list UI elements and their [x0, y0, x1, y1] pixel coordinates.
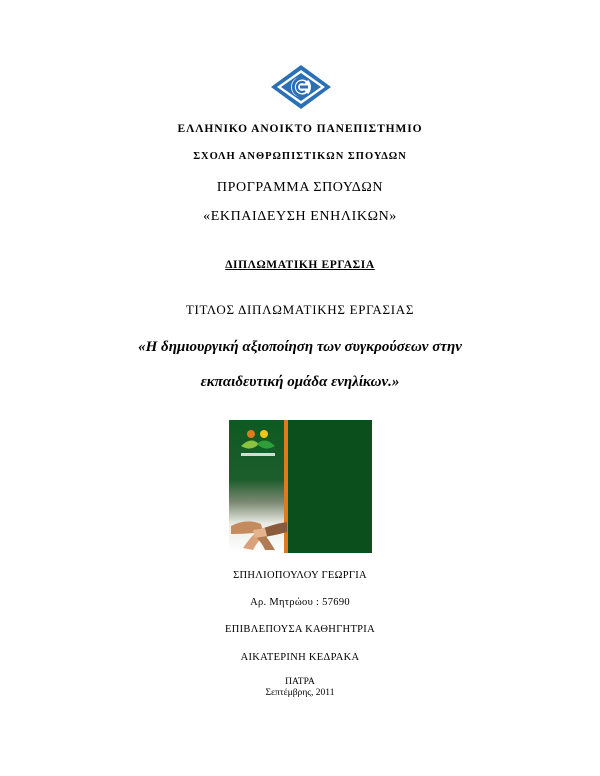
- university-logo-icon: [270, 64, 332, 110]
- thesis-type: ΔΙΠΛΩΜΑΤΙΚΗ ΕΡΓΑΣΙΑ: [225, 259, 375, 271]
- author-name: ΣΠΗΛΙΟΠΟΥΛΟΥ ΓΕΩΡΓΙΑ: [233, 570, 367, 581]
- joined-hands-icon: [229, 512, 289, 550]
- school-name: ΣΧΟΛΗ ΑΝΘΡΩΠΙΣΤΙΚΩΝ ΣΠΟΥΔΩΝ: [193, 151, 407, 162]
- thesis-title-label: ΤΙΤΛΟΣ ΔΙΠΛΩΜΑΤΙΚΗΣ ΕΡΓΑΣΙΑΣ: [185, 302, 415, 317]
- program-name: «ΕΚΠΑΙΔΕΥΣΗ ΕΝΗΛΙΚΩΝ»: [203, 209, 397, 224]
- university-name: ΕΛΛΗΝΙΚΟ ΑΝΟΙΚΤΟ ΠΑΝΕΠΙΣΤΗΜΙΟ: [177, 123, 423, 135]
- adult-education-logo-icon: [237, 428, 279, 460]
- registration-number: Αρ. Μητρώου : 57690: [250, 597, 350, 608]
- thesis-title-line-2: εκπαιδευτική ομάδα ενηλίκων.»: [200, 374, 400, 390]
- date: Σεπτέμβρης, 2011: [265, 688, 335, 698]
- program-label: ΠΡΟΓΡΑΜΜΑ ΣΠΟΥΔΩΝ: [216, 180, 384, 195]
- supervisor-label: ΕΠΙΒΛΕΠΟΥΣΑ ΚΑΘΗΓΗΤΡΙΑ: [225, 624, 375, 635]
- supervisor-name: ΑΙΚΑΤΕΡΙΝΗ ΚΕΔΡΑΚΑ: [240, 652, 360, 663]
- thesis-title-line-1: «Η δημιουργική αξιοποίηση των συγκρούσεων στην: [138, 339, 462, 355]
- city: ΠΑΤΡΑ: [285, 677, 315, 687]
- cover-image: [229, 420, 372, 553]
- cover-green-panel: [288, 420, 372, 553]
